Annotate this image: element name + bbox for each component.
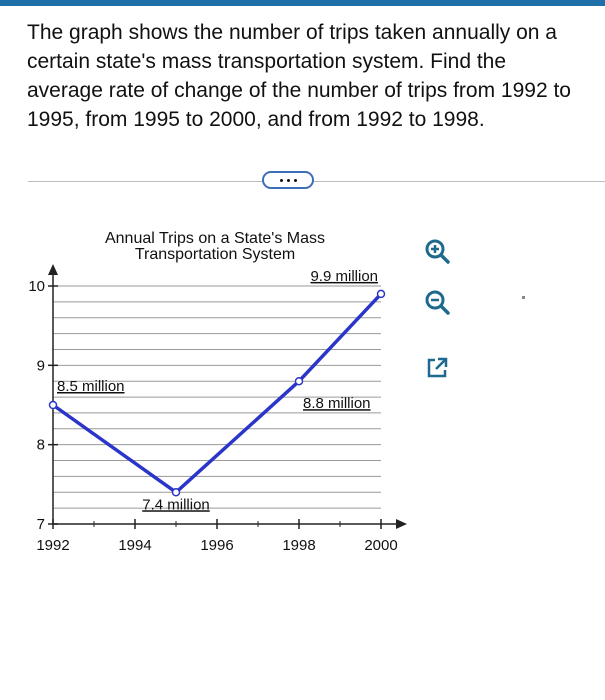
x-tick-label: 1996 [200, 537, 234, 554]
data-point [173, 489, 180, 496]
popout-icon[interactable] [423, 354, 451, 382]
question-text: The graph shows the number of trips taken annually on a certain state's mass transportation system. Find the average rate of change of the number of trips from 1992 to 1995, from 1995 to 2000, and from 1992 to 1998. [27, 21, 571, 131]
y-tick-label: 8 [36, 436, 45, 454]
y-axis-arrow [48, 264, 58, 275]
data-label: 7.4 million [142, 496, 210, 514]
chart-title-line-1: Annual Trips on a State's Mass [104, 230, 326, 247]
zoom-in-icon[interactable] [423, 237, 451, 265]
zoom-out-icon[interactable] [423, 288, 451, 316]
data-point [50, 402, 57, 409]
y-tick-label: 9 [36, 357, 45, 375]
y-tick-label: 7 [36, 516, 45, 533]
data-label: 9.9 million [310, 267, 378, 285]
data-point [378, 290, 385, 297]
chart-title-line-2: Transportation System [134, 246, 296, 263]
x-tick-label: 1998 [282, 537, 316, 554]
data-label: 8.8 million [303, 395, 371, 413]
x-tick-label: 2000 [364, 537, 398, 554]
x-axis-arrow [396, 519, 407, 529]
x-tick-label: 1992 [36, 537, 70, 554]
y-tick-label: 10 [28, 278, 45, 295]
data-label: 8.5 million [57, 378, 125, 395]
data-point [296, 378, 303, 385]
stray-mark [522, 296, 525, 299]
x-tick-label: 1994 [118, 537, 152, 554]
